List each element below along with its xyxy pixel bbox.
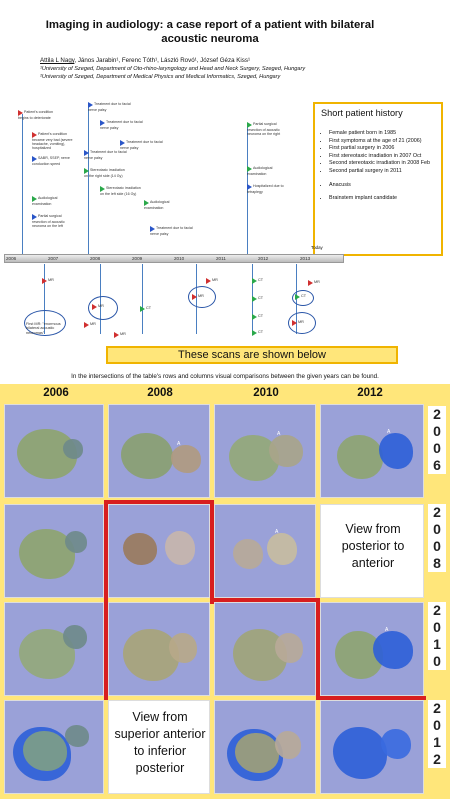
tumor-blob — [373, 631, 413, 669]
year-tick: 2010 — [174, 256, 185, 261]
tumor-blob — [171, 445, 201, 473]
timeline-event: Audiological examination — [247, 166, 273, 176]
history-item: • Second stereotaxic irradiation in 2008 Feb — [329, 160, 441, 168]
view-label-lower: View from superior anterior to inferior posterior — [114, 710, 206, 775]
scan-mark: MR — [206, 278, 234, 284]
year-tick: 2012 — [258, 256, 269, 261]
scan-mark: MR — [192, 294, 220, 300]
scan-cell — [4, 504, 104, 598]
comparison-caption: In the intersections of the table's rows and columns visual comparisons between the given years can be found. — [71, 373, 379, 380]
scan-cell — [320, 404, 424, 498]
diagonal-divider — [104, 500, 108, 700]
scan-mark: CT — [252, 330, 280, 336]
tumor-blob — [333, 727, 387, 779]
mark-stem — [142, 264, 143, 334]
event-stem — [22, 114, 23, 254]
tumor-blob — [235, 733, 279, 773]
year-tick: 2009 — [132, 256, 143, 261]
row-year-label: 2 0 0 8 — [428, 504, 446, 572]
event-stem — [88, 106, 89, 254]
column-year: 2012 — [357, 387, 383, 399]
scan-cell — [108, 404, 210, 498]
comparison-grid — [0, 384, 450, 799]
timeline — [4, 100, 323, 340]
history-item: • First symptoms at the age of 21 (2006) — [329, 138, 441, 146]
scan-cell — [214, 504, 316, 598]
scans-banner: These scans are shown below — [106, 346, 398, 364]
scan-mark: CT — [295, 294, 323, 300]
scan-mark: CT — [140, 306, 168, 312]
tumor-blob — [63, 439, 83, 459]
diagonal-divider — [104, 500, 212, 504]
tumor-blob — [121, 433, 173, 479]
marker-a: A — [177, 441, 181, 447]
tumor-blob — [23, 731, 67, 771]
timeline-event: Audiological examination — [32, 196, 58, 206]
marker-a: A — [275, 529, 279, 535]
scan-cell — [320, 602, 424, 696]
poster-title: Imaging in audiology: a case report of a patient with bilateral acoustic neuroma — [45, 19, 375, 45]
marker-a: A — [387, 429, 391, 435]
scan-mark: MR — [92, 304, 120, 310]
year-tick: 2006 — [6, 256, 17, 261]
timeline-event: Audiological examination — [144, 200, 170, 210]
column-year: 2006 — [43, 387, 69, 399]
diagonal-divider — [210, 500, 214, 604]
scan-mark: MR — [42, 278, 70, 284]
tumor-blob — [169, 633, 197, 663]
tumor-blob — [381, 729, 411, 759]
year-tick: 2013 — [300, 256, 311, 261]
scan-cell — [214, 602, 316, 696]
tumor-blob — [233, 539, 263, 569]
history-item: • Second partial surgery in 2011 — [329, 168, 441, 176]
tumor-blob — [123, 533, 157, 565]
tumor-blob — [63, 625, 87, 649]
timeline-event: Patient's condition became very bad (severe headache, vomiting), hospitalized — [32, 132, 73, 151]
tumor-blob — [275, 731, 301, 759]
year-tick: 2011 — [216, 256, 226, 261]
year-tick: 2008 — [90, 256, 101, 261]
history-item: • Female patient born in 1985 — [329, 130, 441, 138]
timeline-event: Treatment due to facial nerve palsy — [88, 102, 131, 112]
year-tick: 2007 — [48, 256, 59, 261]
scan-cell — [320, 700, 424, 794]
view-label-upper: View from posterior to anterior — [341, 522, 405, 570]
scan-cell — [214, 404, 316, 498]
timeline-event: Patient's condition begins to deteriorate — [18, 110, 54, 120]
history-item: • First partial surgery in 2006 — [329, 145, 441, 153]
view-label-cell — [108, 700, 210, 794]
history-item: • Anacusis — [329, 182, 441, 190]
timeline-event: Partial surgical resection of acoustic neuroma on the right — [247, 122, 281, 137]
tumor-blob — [267, 533, 297, 565]
timeline-event: Treatment due to facial nerve palsy — [150, 226, 193, 236]
affiliation-1: ¹University of Szeged, Department of Oto-rhino-laryngology and Head and Neck Surgery, Szeged, Hungary — [40, 66, 306, 72]
view-label-cell — [320, 504, 424, 598]
authors-rest: , János Jarabin¹, Ferenc Tóth¹, László Rovó¹, József Géza Kiss¹ — [74, 57, 251, 64]
history-item: • Brainstem implant candidate — [329, 195, 441, 203]
scan-mark: MR — [84, 322, 112, 328]
marker-a: A — [277, 431, 281, 437]
timeline-event: SABR, SSEP, nerve conduction speed — [32, 156, 70, 166]
scan-cell — [4, 602, 104, 696]
diagonal-divider — [316, 598, 320, 698]
scan-cell — [108, 602, 210, 696]
row-year-label: 2 0 0 6 — [428, 406, 446, 474]
scan-mark: First MR: "enormous bilateral acoustic neuromas" — [26, 322, 61, 335]
column-year: 2008 — [147, 387, 173, 399]
history-list — [329, 130, 441, 203]
marker-a: A — [385, 627, 389, 633]
first-author: Attila L Nagy — [40, 57, 75, 64]
row-year-label: 2 0 1 0 — [428, 602, 446, 670]
row-year-label: 2 0 1 2 — [428, 700, 446, 768]
diagonal-divider — [316, 696, 426, 700]
timeline-event: Hospitalized due to tetraplegy — [247, 184, 284, 194]
tumor-blob — [337, 435, 383, 479]
tumor-blob — [275, 633, 303, 663]
tumor-blob — [269, 435, 303, 467]
timeline-event: Partial surgical resection of acoustic neuroma on the left — [32, 214, 65, 229]
tumor-blob — [65, 531, 87, 553]
scan-cell — [4, 404, 104, 498]
affiliation-2: ²University of Szeged, Department of Medical Physics and Medical Informatics, Szeged, Hungary — [40, 74, 281, 80]
diagonal-divider — [210, 598, 318, 602]
scan-mark: CT — [252, 278, 280, 284]
timeline-event: Treatment due to facial nerve palsy — [120, 140, 163, 150]
patient-history-box — [313, 102, 443, 256]
authors — [40, 57, 250, 64]
timeline-event: Stereotaxic irradiation on the left side (16 Gy) — [100, 186, 141, 196]
timeline-event: Treatment due to facial nerve palsy — [84, 150, 127, 160]
scan-mark: MR — [292, 320, 320, 326]
scan-cell — [214, 700, 316, 794]
tumor-blob — [165, 531, 195, 565]
scan-mark: MR — [308, 280, 336, 286]
history-title: Short patient history — [321, 108, 403, 118]
history-item: • First stereotaxic irradiation in 2007 Oct — [329, 153, 441, 161]
today-label: Today — [311, 245, 323, 250]
column-year: 2010 — [253, 387, 279, 399]
scan-mark: MR — [114, 332, 142, 338]
scan-mark: CT — [252, 314, 280, 320]
timeline-event: Treatment due to facial nerve palsy — [100, 120, 143, 130]
scan-cell — [108, 504, 210, 598]
tumor-blob — [379, 433, 413, 469]
scan-cell — [4, 700, 104, 794]
timeline-event: Stereotaxic irradiation on the right side (14 Gy) — [84, 168, 125, 178]
tumor-blob — [65, 725, 89, 747]
scan-mark: CT — [252, 296, 280, 302]
